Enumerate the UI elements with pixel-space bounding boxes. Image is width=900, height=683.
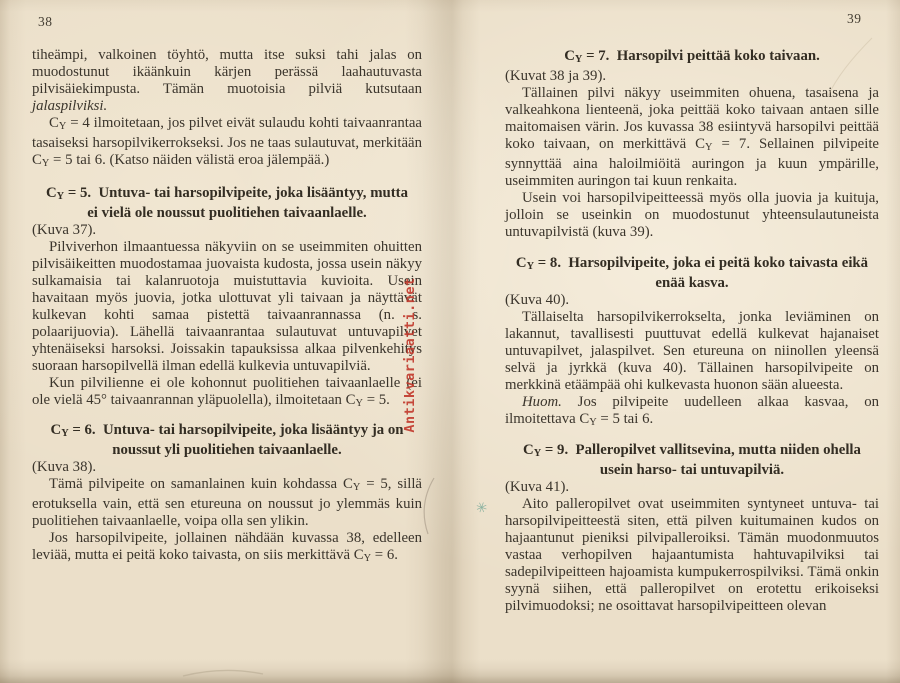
section-heading-cy9 xyxy=(505,442,879,479)
watermark-text: Antikvariaatti.net xyxy=(402,277,418,433)
heading-line: CY = 8. Harsopilvipeite, joka ei peitä koko taivasta eikä xyxy=(515,254,869,272)
heading-line: CY = 7. Harsopilvi peittää koko taivaan. xyxy=(564,48,820,65)
heading-line: noussut yli puolitiehen taivaanlaelle. xyxy=(112,442,342,459)
heading-line: usein harso- tai untuvapilviä. xyxy=(599,462,785,479)
heading-line: ei vielä ole noussut puolitiehen taivaanlaelle. xyxy=(87,204,367,221)
paragraph-cy8-body: Tällaiselta harsopilvikerrokselta, jonka leviäminen on lakannut, tavallisesti puuttuvat edellä kulkevat hajanaiset untuvapilvet, jalaspilvet. Sen etureuna on niinollen yleensä selvä ja jyrkkä (kuva 40). Tällainen harsopilvipeite on merkkinä etäämpää ohi kulkevasta huonon sään alueesta. xyxy=(505,308,879,393)
heading-line: CY = 9. Palleropilvet vallitsevina, mutta niiden ohella xyxy=(523,442,861,460)
paragraph-cy5-note: Kun pilvilienne ei ole kohonnut puolitiehen taivaanlaelle (ei ole vielä 45° taivaanrannan yläpuolella), ilmoitetaan CY = 5. xyxy=(32,374,422,409)
heading-line: enää kasva. xyxy=(655,274,729,291)
paragraph-cy7-extra: Usein voi harsopilvipeitteessä myös olla juovia ja kuituja, jolloin se useinkin on muodostunut yhteensulautuneista untuvapilvistä (kuva 39). xyxy=(505,189,879,240)
page-number-right: 39 xyxy=(847,11,862,26)
figure-caption-38: (Kuva 38). xyxy=(32,459,97,476)
heading-line: CY = 5. Untuva- tai harsopilvipeite, joka lisääntyy, mutta xyxy=(45,184,409,202)
section-heading-cy6 xyxy=(32,422,422,459)
page-number-left: 38 xyxy=(38,14,53,29)
paragraph-cy6-note: Jos harsopilvipeite, jollainen nähdään kuvassa 38, edelleen leviää, mutta ei peitä koko taivasta, on siis merkittävä CY = 6. xyxy=(32,530,422,565)
paragraph-cy7-body: Tällainen pilvi näkyy useimmiten ohuena, tasaisena ja valkeahkona lienteenä, joka peittää koko taivaan antaen sille maitomaisen värin. Jos kuvassa 38 esiintyvä harsopilvi peittää koko taivaan, on merkittävä CY = 7. Sellainen pilvipeite synnyttää aina haloilmiöitä auringon ja kuun ympärille, useimmiten auringon tai kuun renkaita. xyxy=(505,84,879,189)
left-page xyxy=(32,47,422,567)
heading-line: CY = 6. Untuva- tai harsopilvipeite, joka lisääntyy ja on xyxy=(50,422,404,440)
figure-caption-38-39: (Kuvat 38 ja 39). xyxy=(505,67,607,84)
paragraph-cy5-body: Pilviverhon ilmaantuessa näkyviin on se useimmiten ohuitten pilvisäikeitten muodostamaa juovaista kudosta, jossa usein näkyy sulkamaisia tai kalanruotoja muistuttavia kuvioita. Usein havaitaan myös juovia, jotka ulottuvat yli taivaan ja näyttävät kulkevan kohti samaa pistettä taivaanrannassa (n. s. polaarijuovia). Lähellä taivaanrantaa sulautuvat untuvapilvet yhtenäiseksi harsoksi. Joissakin tapauksissa alkaa pilvenkehitys suoraan harsopilvellä ilman edellä kulkevia untuvapilviä. xyxy=(32,238,422,374)
paragraph-cy6-body: Tämä pilvipeite on samanlainen kuin kohdassa CY = 5, sillä erotuksella vain, että sen etureuna on noussut jo ylemmäs kuin puolitiehen taivaanlaelle, voipa olla sen ylikin. xyxy=(32,476,422,530)
figure-caption-41: (Kuva 41). xyxy=(505,479,570,496)
paragraph-cy4: CY = 4 ilmoitetaan, jos pilvet eivät sulaudu kohti taivaanrantaa tasaiseksi harsopilvikerrokseksi. Jos ne taas sulautuvat, merkitään CY = 5 tai 6. (Katso näiden välistä eroa jälempää.) xyxy=(32,115,422,169)
section-heading-cy8 xyxy=(505,255,879,292)
figure-caption-37: (Kuva 37). xyxy=(32,221,97,238)
figure-caption-40: (Kuva 40). xyxy=(505,291,570,308)
section-heading-cy5 xyxy=(32,185,422,222)
paragraph-continuation: tiheämpi, valkoinen töyhtö, mutta itse suksi tahi jalas on muodostunut ikäänkuin kärjen perässä laahautuvasta pilvisäiekimpusta. Tämän muotoisia pilviä kutsutaan jalaspilviksi. xyxy=(32,47,422,114)
paragraph-cy9-body: Aito palleropilvet ovat useimmiten syntyneet untuva- tai harsopilvipeitteestä siten, että pilven kuitumainen kudos on hajaantunut pieniksi pilvipalleroiksi. Tämän muodonmuutos vastaa verhopilven hajaantumista hahtuvapilviksi tai sadepilvipeitteen hajoamista kumpukerrospilviksi. Tämä onkin syynä siihen, että palleropilvet on erotettu erikoiseksi pilvimuodoksi; ne osoittavat harsopilvipeitteen olevan xyxy=(505,496,879,615)
ink-mark: ✳ xyxy=(472,498,490,518)
paragraph-cy8-huom: Huom. Jos pilvipeite uudelleen alkaa kasvaa, on ilmoitettava CY = 5 tai 6. xyxy=(505,393,879,428)
right-page xyxy=(505,40,879,615)
section-heading-cy7 xyxy=(505,48,879,68)
